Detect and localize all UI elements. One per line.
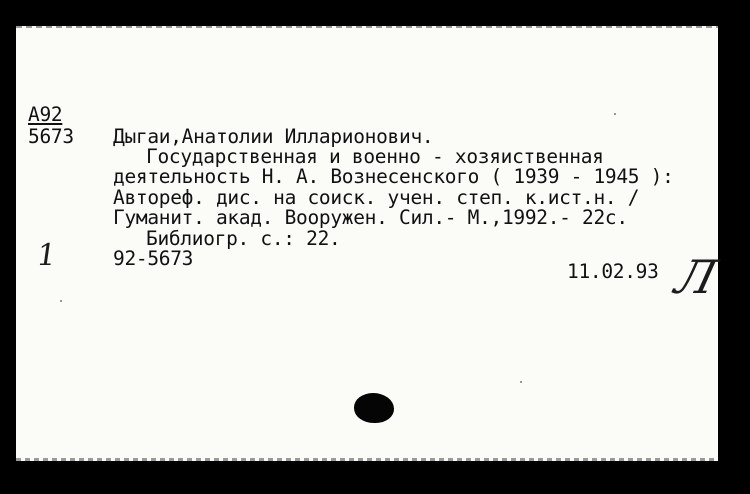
title-line-2: деятельность Н. А. Вознесенского ( 1939 - 1945 ): (113, 165, 674, 188)
accession-number: 92-5673 (113, 247, 194, 270)
handwritten-copy-mark: 1 (34, 238, 59, 273)
entry-date: 11.02.93 (567, 260, 659, 283)
card-punch-hole (354, 393, 394, 423)
title-line-3: Автореф. дис. на соиск. учен. степ. к.ист.н. / (113, 186, 640, 209)
card-bottom-edge (16, 458, 718, 461)
bibliography-note: Библиогр. с.: 22. (146, 227, 341, 250)
title-line-4: Гуманит. акад. Вооружен. Сил.- М.,1992.- 22с. (113, 206, 628, 229)
paper-speck (520, 381, 522, 383)
shelf-mark-line2: 5673 (28, 125, 74, 148)
author-heading: Дыгаи,Анатолии Илларионович. (113, 125, 434, 148)
paper-speck (60, 300, 62, 302)
handwritten-initial: Л (670, 250, 723, 304)
shelf-mark-line1: А92 (28, 103, 63, 126)
title-line-1: Государственная и военно - хозяиственная (146, 145, 604, 168)
paper-speck (614, 113, 616, 115)
